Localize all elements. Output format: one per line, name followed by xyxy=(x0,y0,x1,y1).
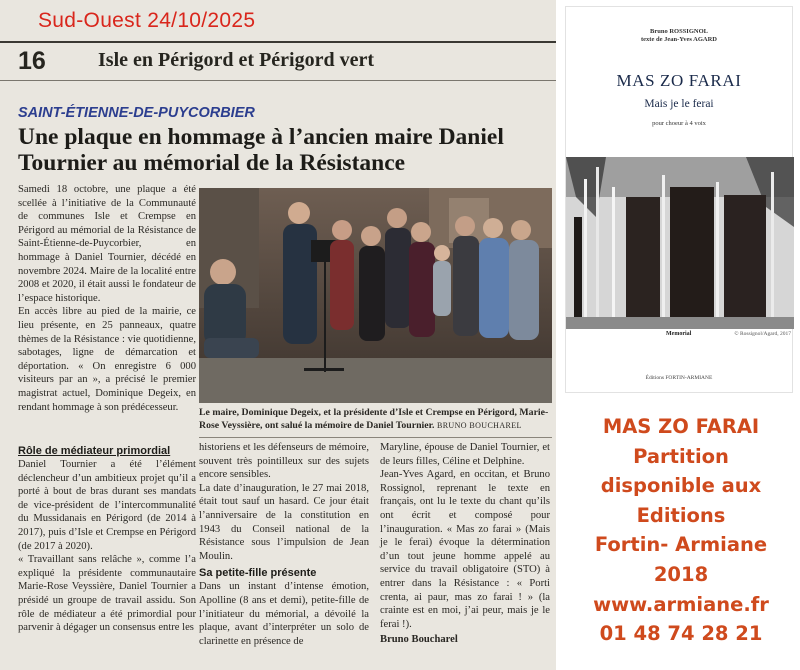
cover-subtitle: Mais je le ferai xyxy=(644,98,714,110)
cover-title: MAS ZO FARAI xyxy=(616,71,742,90)
cover-photo-caption xyxy=(566,331,794,341)
cover-composer: Bruno ROSSIGNOL xyxy=(650,28,708,35)
article-kicker: SAINT-ÉTIENNE-DE-PUYCORBIER xyxy=(18,105,255,121)
body-paragraph: Dans un instant d’intense émotion, Apolline (8 ans et demi), petite-fille de l’initiateur du mémorial, a dévoilé la plaque, avant d’interpréter un solo de clarinette en présence de xyxy=(199,581,369,647)
cover-authors xyxy=(566,28,792,44)
body-paragraph: Daniel Tournier a été l’élément déclencheur d’un ambitieux projet qu’il a porté à bout de bras durant ses mandats de vice-président de l’intercommunalité du Mussidanais en Périgord (de 2014 à 2017), puis d’Isle et Crempse en Périgord (de 2017 à 2020). xyxy=(18,459,196,552)
photo-credit: BRUNO BOUCHAREL xyxy=(436,420,522,430)
promo-title: MAS ZO FARAI xyxy=(602,415,760,438)
article-photo xyxy=(199,188,552,403)
lead-paragraph: En accès libre au pied de la mairie, ce lieu présente, en 25 panneaux, quatre thèmes de la Résistance : vie quotidienne, sabotages, ligne de démarcation et déportation. « On enregistre 6 000 visiteurs par an », a précisé le premier magistrat actuel, Dominique Degeix, en rendant hommage à son prédécesseur. xyxy=(18,306,196,413)
page-header-bar xyxy=(0,41,556,81)
promo-website: www.armiane.fr xyxy=(593,592,769,616)
cover-photo-label: Memorial xyxy=(666,331,692,337)
article-column-3 xyxy=(199,441,369,648)
cover-publisher: Éditions FORTIN-ARMIANE xyxy=(645,375,713,381)
article-byline: Bruno Boucharel xyxy=(380,634,458,646)
cover-photo-copyright: © Rossignol/Agard, 2017 xyxy=(734,331,791,337)
section-title: Isle en Périgord et Périgord vert xyxy=(98,49,375,71)
date-stamp: Sud-Ouest 24/10/2025 xyxy=(38,9,256,32)
subheading: Rôle de médiateur primordial xyxy=(18,445,171,457)
ceremony-photo-illustration xyxy=(199,188,552,403)
body-paragraph: Jean-Yves Agard, en occitan, et Bruno Rossignol, reprenant le texte en français, ont lu le texte du chant qu’ils ont écrit et composé pour l’inauguration. « Mas zo farai » (Mais je le ferai) évoque la détermination d’un tout jeune homme appelé au service du travail obligatoire (STO) à entrer dans la Résistance : « Porti crenta, ai paur, mas zo farai ! » (la crainte est en moi, j’ai peur, mais je le ferai !). xyxy=(380,469,550,630)
photo-caption xyxy=(199,407,552,432)
article-column-4 xyxy=(380,441,550,647)
body-paragraph: Maryline, épouse de Daniel Tournier, et de leurs filles, Céline et Delphine. xyxy=(380,442,550,467)
article-column-2 xyxy=(18,441,196,635)
article-column-1 xyxy=(18,183,196,414)
page-number: 16 xyxy=(18,47,46,75)
cover-lyricist: texte de Jean-Yves AGARD xyxy=(640,36,717,43)
promo-year: 2018 xyxy=(653,562,709,586)
caption-divider xyxy=(199,437,552,438)
body-paragraph: La date d’inauguration, le 27 mai 2018, était tout sauf un hasard. Ce jour était l’anniversaire de la constitution en 1943 du Conseil national de la Résistance sous l’impulsion de Jean Moulin. xyxy=(199,482,369,562)
promo-phone: 01 48 74 28 21 xyxy=(599,622,763,646)
score-cover xyxy=(565,6,793,393)
promo-line: Partition xyxy=(633,444,729,468)
subheading: Sa petite-fille présente xyxy=(199,567,317,580)
cover-photo xyxy=(566,157,794,329)
promo-block xyxy=(566,412,796,649)
lead-paragraph: Samedi 18 octobre, une plaque a été scellée à l’initiative de la Communauté de communes Isle et Crempse en Périgord au mémorial de la Résistance de Saint-Étienne-de-Puycorbier, en hommage à Daniel Tournier, décédé en novembre 2024. Maire de la localité entre 2008 et 2020, il était aussi le fondateur de l’espace historique. xyxy=(18,184,196,304)
article-headline: Une plaque en hommage à l’ancien maire Daniel Tournier au mémorial de la Résistance xyxy=(18,124,504,176)
body-paragraph: historiens et les défenseurs de mémoire, souvent très pointilleux sur des sujets encore sensibles. xyxy=(199,442,369,481)
promo-line: Editions xyxy=(636,503,726,527)
body-paragraph: « Travaillant sans relâche », comme l’a expliqué la présidente communautaire Marie-Rose Veyssière, Daniel Tournier a présidé un groupe de travail assidu. Son rôle de médiateur a été primordial pour parvenir à dégager un consensus entre les xyxy=(18,554,196,634)
cover-voices: pour choeur à 4 voix xyxy=(652,120,706,127)
promo-line: disponible aux xyxy=(600,474,762,498)
memorial-photo-illustration xyxy=(566,157,794,329)
promo-publisher: Fortin- Armiane xyxy=(594,533,768,557)
photo-caption-text: Le maire, Dominique Degeix, et la présidente d’Isle et Crempse en Périgord, Marie-Rose Veyssière, ont salué la mémoire de Daniel Tournier. xyxy=(199,407,549,431)
